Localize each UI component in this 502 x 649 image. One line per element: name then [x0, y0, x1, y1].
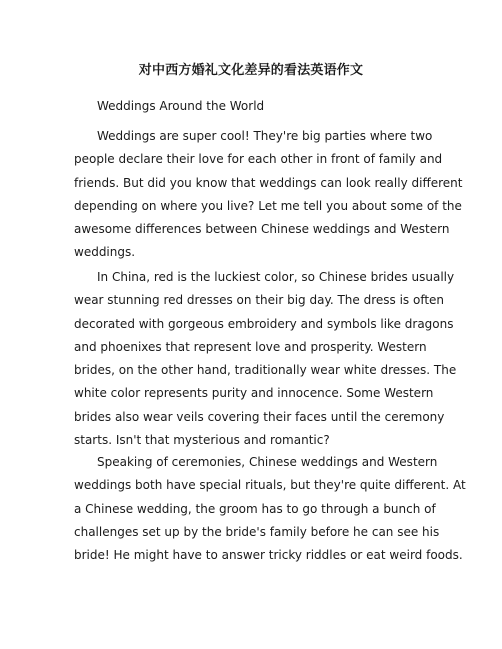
paragraph-line: challenges set up by the bride's family before he can see his — [74, 524, 440, 539]
paragraph-line: weddings. — [74, 245, 136, 260]
paragraph-line: a Chinese wedding, the groom has to go through a bunch of — [74, 501, 436, 516]
paragraph — [74, 451, 466, 567]
paragraph-line: white color represents purity and innocence. Some Western — [74, 386, 434, 401]
paragraph-line: brides also wear veils covering their faces until the ceremony — [74, 409, 445, 424]
paragraph-line: decorated with gorgeous embroidery and symbols like dragons — [74, 316, 454, 331]
paragraph-line: brides, on the other hand, traditionally wear white dresses. The — [74, 363, 457, 378]
paragraph-line: weddings both have special rituals, but they're quite different. At — [74, 478, 466, 493]
paragraph — [74, 125, 463, 265]
paragraph-line: Weddings are super cool! They're big parties where two — [97, 129, 433, 143]
paragraph-line: friends. But did you know that weddings can look really different — [74, 175, 463, 190]
paragraph-line: depending on where you live? Let me tell you about some of the — [74, 198, 462, 213]
document-title: 对中西方婚礼文化差异的看法英语作文 — [138, 63, 364, 78]
paragraph-line: bride! He might have to answer tricky riddles or eat weird foods. — [74, 548, 463, 563]
paragraph-line: awesome differences between Chinese weddings and Western — [74, 222, 450, 237]
essay-heading: Weddings Around the World — [97, 99, 265, 113]
paragraph-line: Speaking of ceremonies, Chinese weddings and Western — [97, 455, 438, 469]
paragraph-line: wear stunning red dresses on their big day. The dress is often — [74, 293, 445, 308]
paragraph-line: In China, red is the luckiest color, so Chinese brides usually — [97, 270, 455, 284]
paragraph-line: people declare their love for each other in front of family and — [74, 152, 443, 167]
paragraph-line: starts. Isn't that mysterious and romantic? — [74, 433, 330, 448]
paragraph — [74, 266, 457, 452]
paragraph-line: and phoenixes that represent love and prosperity. Western — [74, 339, 427, 354]
